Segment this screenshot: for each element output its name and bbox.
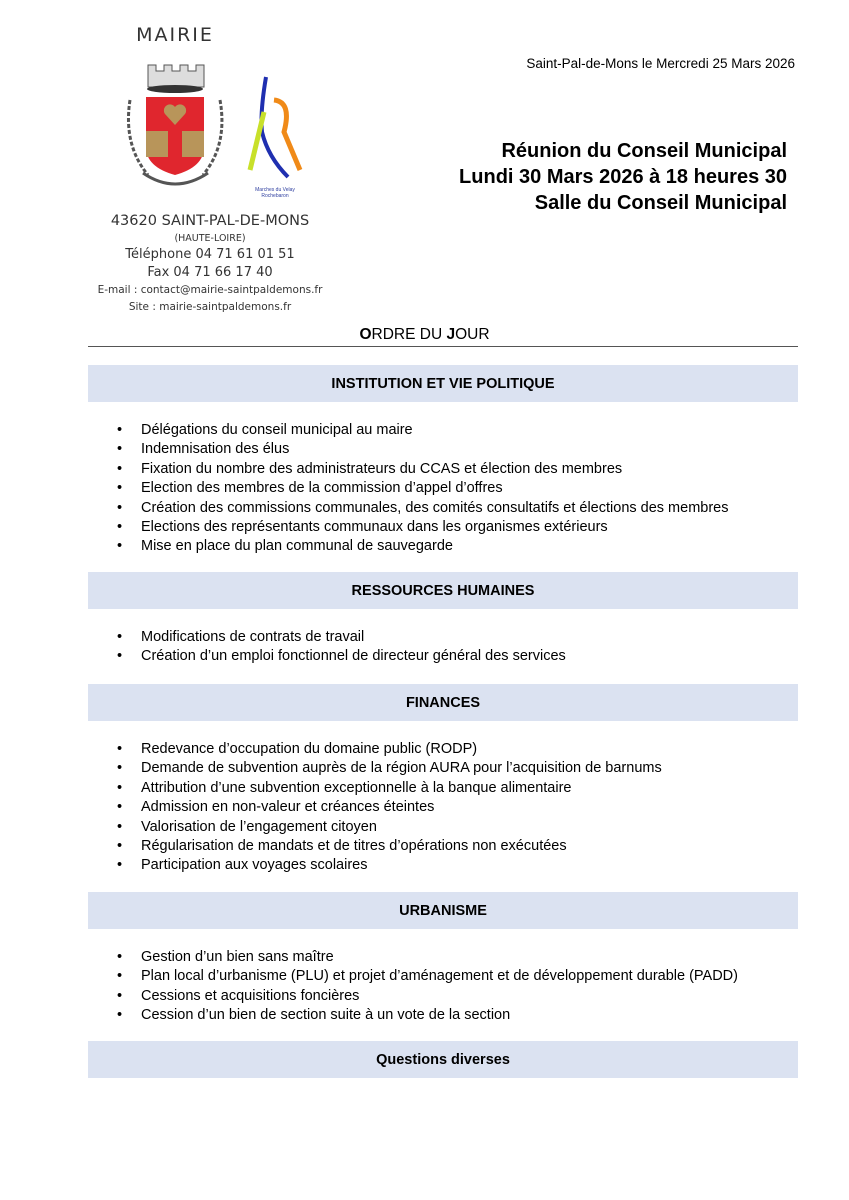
list-item xyxy=(117,440,729,459)
list-item xyxy=(117,1006,738,1025)
list-item-text: Attribution d’une subvention exceptionnelle à la banque alimentaire xyxy=(141,779,572,796)
list-item-text: Election des membres de la commission d’appel d’offres xyxy=(141,480,503,497)
bullet-icon: • xyxy=(117,799,123,816)
mairie-label: MAIRIE xyxy=(136,24,214,46)
list-item xyxy=(117,460,729,479)
bullet-icon: • xyxy=(117,949,123,965)
bullet-icon: • xyxy=(117,857,123,874)
coat-of-arms-logo xyxy=(118,55,233,190)
bullet-icon: • xyxy=(117,499,123,516)
list-item xyxy=(117,628,566,647)
section-header: RESSOURCES HUMAINES xyxy=(88,572,798,609)
list-item xyxy=(117,421,729,440)
list-item-text: Mise en place du plan communal de sauvegarde xyxy=(141,538,453,555)
bullet-icon: • xyxy=(117,987,123,1004)
list-item-text: Création des commissions communales, des comités consultatifs et élections des membres xyxy=(141,499,729,516)
bullet-icon: • xyxy=(117,760,123,777)
bullet-icon: • xyxy=(117,837,123,854)
list-item-text: Fixation du nombre des administrateurs du CCAS et élection des membres xyxy=(141,460,623,477)
agenda-list xyxy=(117,948,738,1026)
list-item xyxy=(117,837,662,856)
bullet-icon: • xyxy=(117,480,123,497)
list-item xyxy=(117,759,662,778)
phone: Téléphone 04 71 61 01 51 xyxy=(125,247,295,262)
list-item-text: Cession d’un bien de section suite à un vote de la section xyxy=(141,1007,511,1024)
date-line: Saint-Pal-de-Mons le Mercredi 25 Mars 2026 xyxy=(526,56,795,71)
bullet-icon: • xyxy=(117,1007,123,1024)
list-item xyxy=(117,967,738,986)
list-item xyxy=(117,798,662,817)
bullet-icon: • xyxy=(117,629,123,645)
agenda-title: ORDRE DU JOUR xyxy=(359,326,490,343)
list-item xyxy=(117,987,738,1006)
bullet-icon: • xyxy=(117,818,123,835)
email: E-mail : contact@mairie-saintpaldemons.fr xyxy=(97,284,323,296)
bullet-icon: • xyxy=(117,968,123,985)
list-item-text: Participation aux voyages scolaires xyxy=(141,857,368,874)
bullet-icon: • xyxy=(117,648,123,665)
meeting-title: Réunion du Conseil Municipal xyxy=(501,140,787,162)
list-item xyxy=(117,499,729,518)
list-item-text: Redevance d’occupation du domaine public (RODP) xyxy=(141,741,478,757)
region: (HAUTE-LOIRE) xyxy=(174,233,246,244)
list-item xyxy=(117,518,729,537)
cc-marches-velay-logo: Marches du Velay Rochebaron xyxy=(244,72,306,194)
list-item xyxy=(117,479,729,498)
section-header: INSTITUTION ET VIE POLITIQUE xyxy=(88,365,798,402)
section-header: Questions diverses xyxy=(88,1041,798,1078)
list-item-text: Création d’un emploi fonctionnel de directeur général des services xyxy=(141,648,566,665)
meeting-date: Lundi 30 Mars 2026 à 18 heures 30 xyxy=(459,166,787,188)
list-item-text: Admission en non-valeur et créances éteintes xyxy=(141,799,435,816)
bullet-icon: • xyxy=(117,460,123,477)
agenda-list xyxy=(117,628,566,667)
bullet-icon: • xyxy=(117,741,123,757)
list-item xyxy=(117,647,566,666)
list-item-text: Régularisation de mandats et de titres d’opérations non exécutées xyxy=(141,837,567,854)
list-item-text: Cessions et acquisitions foncières xyxy=(141,987,360,1004)
bullet-icon: • xyxy=(117,518,123,535)
list-item-text: Modifications de contrats de travail xyxy=(141,629,365,645)
list-item-text: Plan local d’urbanisme (PLU) et projet d’aménagement et de développement durable (PADD) xyxy=(141,968,738,985)
list-item xyxy=(117,537,729,556)
list-item-text: Demande de subvention auprès de la région AURA pour l’acquisition de barnums xyxy=(141,760,662,777)
address-line: 43620 SAINT-PAL-DE-MONS xyxy=(110,213,310,229)
list-item-text: Gestion d’un bien sans maître xyxy=(141,949,334,965)
website: Site : mairie-saintpaldemons.fr xyxy=(128,301,292,313)
list-item xyxy=(117,856,662,875)
agenda-list xyxy=(117,421,729,557)
fax: Fax 04 71 66 17 40 xyxy=(147,265,273,280)
list-item xyxy=(117,740,662,759)
list-item xyxy=(117,948,738,967)
bullet-icon: • xyxy=(117,538,123,555)
bullet-icon: • xyxy=(117,441,123,458)
list-item-text: Indemnisation des élus xyxy=(141,441,290,458)
list-item xyxy=(117,818,662,837)
agenda-list xyxy=(117,740,662,876)
list-item-text: Délégations du conseil municipal au maire xyxy=(141,422,413,438)
list-item-text: Elections des représentants communaux dans les organismes extérieurs xyxy=(141,518,608,535)
bullet-icon: • xyxy=(117,779,123,796)
section-header: URBANISME xyxy=(88,892,798,929)
section-header: FINANCES xyxy=(88,684,798,721)
meeting-place: Salle du Conseil Municipal xyxy=(534,192,787,214)
divider xyxy=(88,346,798,347)
bullet-icon: • xyxy=(117,422,123,438)
list-item-text: Valorisation de l’engagement citoyen xyxy=(141,818,377,835)
list-item xyxy=(117,779,662,798)
